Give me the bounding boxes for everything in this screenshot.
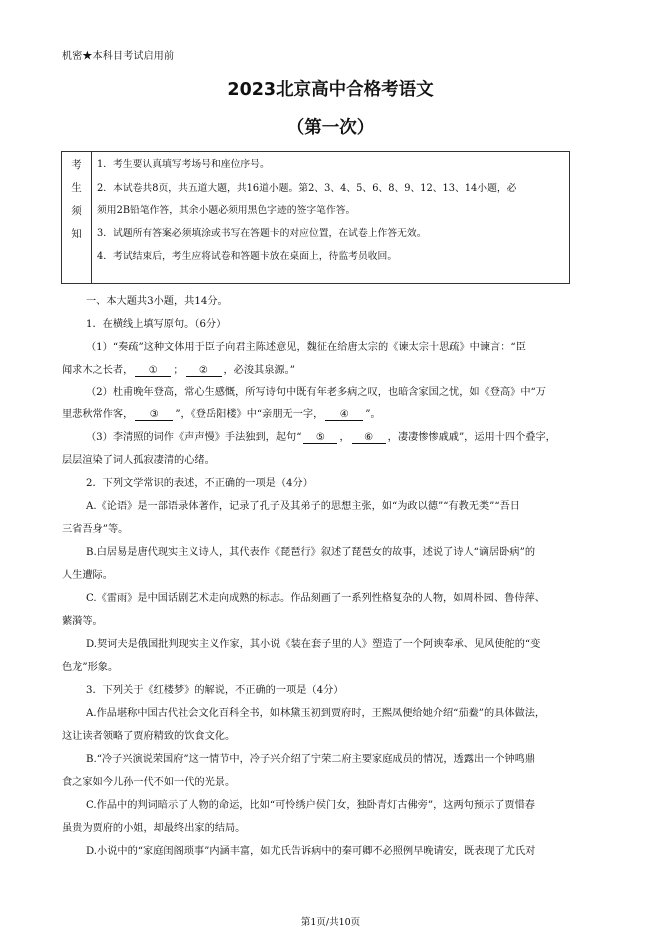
answer-blank-1[interactable]: ① [135,365,171,377]
answer-blank-4[interactable]: ④ [325,409,363,421]
question-2-option-b: B.白居易是唐代现实主义诗人，其代表作《琵琶行》叙述了琵琶女的故事，述说了诗人“谪居卧病”的 [86,547,536,558]
text-fragment: ”，《登岳阳楼》中“亲朋无一字， [175,409,324,420]
notice-label-char: 考 [71,159,82,171]
question-1-part-1-line: （1）“奏疏”这种文体用于臣子向君主陈述意见，魏征在给唐太宗的《谏太宗十思疏》中谏言：“臣 [86,342,526,353]
question-1-part-2-cont [62,405,381,421]
text-fragment: ， [339,432,350,443]
notice-rule: 3．试题所有答案必须填涂或书写在答题卡的对应位置，在试卷上作答无效。 [97,228,427,239]
text-fragment: ，凄凄惨惨戚戚”，运用十四个叠字， [387,432,556,443]
text-fragment: （3）李清照的词作《声声慢》手法独到，起句“ [86,432,302,443]
question-3-option-d: D.小说中的“家庭闺阁琐事”内涵丰富，如尤氏告诉病中的秦可卿不必照例早晚请安，既表现了尤氏对 [86,846,536,857]
candidate-notice-box [61,151,570,284]
question-1-stem: 1．在横线上填写原句。（6分） [86,319,227,330]
notice-label-char: 知 [71,228,82,240]
notice-label-column [62,152,92,283]
question-2-option-c-cont: 蘩漪等。 [62,616,103,627]
question-3-option-c-cont: 虽贵为贾府的小姐，却最终出家的结局。 [62,823,246,834]
question-2-option-d: D.契诃夫是俄国批判现实主义作家，其小说《装在套子里的人》塑造了一个阿谀奉承、见风使舵的“变 [86,639,541,650]
text-fragment: ； [173,365,184,376]
question-3-option-b: B.“冷子兴演说荣国府”这一情节中，冷子兴介绍了宁荣二府主要家庭成员的情况，透露出一个钟鸣鼎 [86,754,536,765]
notice-label-char: 须 [71,205,82,217]
question-3-option-c: C.作品中的判词暗示了人物的命运，比如“可怜绣户侯门女，独卧青灯古佛旁”，这两句预示了贾惜春 [86,800,535,811]
question-2-option-a: A.《论语》是一部语录体著作，记录了孔子及其弟子的思想主张，如“为政以德”“有教无类”“吾日 [86,501,520,512]
section-heading: 一、本大题共3小题，共14分。 [86,296,228,307]
page-number: 第1页/共10页 [300,917,361,928]
question-2-option-a-cont: 三省吾身”等。 [62,524,129,535]
notice-rule: 4．考试结束后，考生应将试卷和答题卡放在桌面上，待监考员收回。 [97,251,398,262]
answer-blank-5[interactable]: ⑤ [303,432,337,444]
answer-blank-3[interactable]: ③ [135,409,173,421]
text-fragment: 闻求木之长者， [62,365,134,376]
exam-title: 2023北京高中合格考语文 [227,80,434,100]
text-fragment: ，必浚其泉源。” [223,365,295,376]
text-fragment: ”。 [365,409,381,420]
question-3-option-b-cont: 食之家如今儿孙一代不如一代的光景。 [62,777,236,788]
answer-blank-2[interactable]: ② [186,365,222,377]
question-3-option-a: A.作品堪称中国古代社会文化百科全书，如林黛玉初到贾府时，王熙凤便给她介绍“茄鲞”的具体做法， [86,708,546,719]
question-3-option-a-cont: 这让读者领略了贾府精致的饮食文化。 [62,731,236,742]
notice-rule: 1．考生要认真填写考场号和座位序号。 [97,159,270,170]
notice-label-char: 生 [71,182,82,194]
text-fragment: 里悲秋常作客， [62,409,134,420]
question-1-part-3-line [86,428,556,444]
question-2-option-c: C.《雷雨》是中国话剧艺术走向成熟的标志。作品刻画了一系列性格复杂的人物，如周朴园、鲁侍萍、 [86,593,545,604]
question-3-stem: 3．下列关于《红楼梦》的解说，不正确的一项是（4分） [86,685,344,696]
question-1-part-2-line: （2）杜甫晚年登高，常心生感慨，所写诗句中既有年老多病之叹，也暗含家国之忧，如《登高》中“万 [86,387,546,398]
question-1-part-1-cont [62,361,295,377]
question-1-part-3-cont: 层层渲染了词人孤寂凄清的心绪。 [62,455,215,466]
notice-rule: 须用2B铅笔作答，其余小题必须用黑色字迹的签字笔作答。 [97,205,356,216]
confidential-note: 机密★本科目考试启用前 [62,51,175,62]
question-2-option-b-cont: 人生遭际。 [62,570,113,581]
question-2-option-d-cont: 色龙”形象。 [62,662,119,673]
notice-rule: 2．本试卷共8页，共五道大题，共16道小题。第2、3、4、5、6、8、9、12、13、14小题，必 [97,183,517,194]
question-2-stem: 2．下列文学常识的表述，不正确的一项是（4分） [86,478,313,489]
answer-blank-6[interactable]: ⑥ [352,432,386,444]
exam-subtitle: （第一次） [286,118,375,138]
